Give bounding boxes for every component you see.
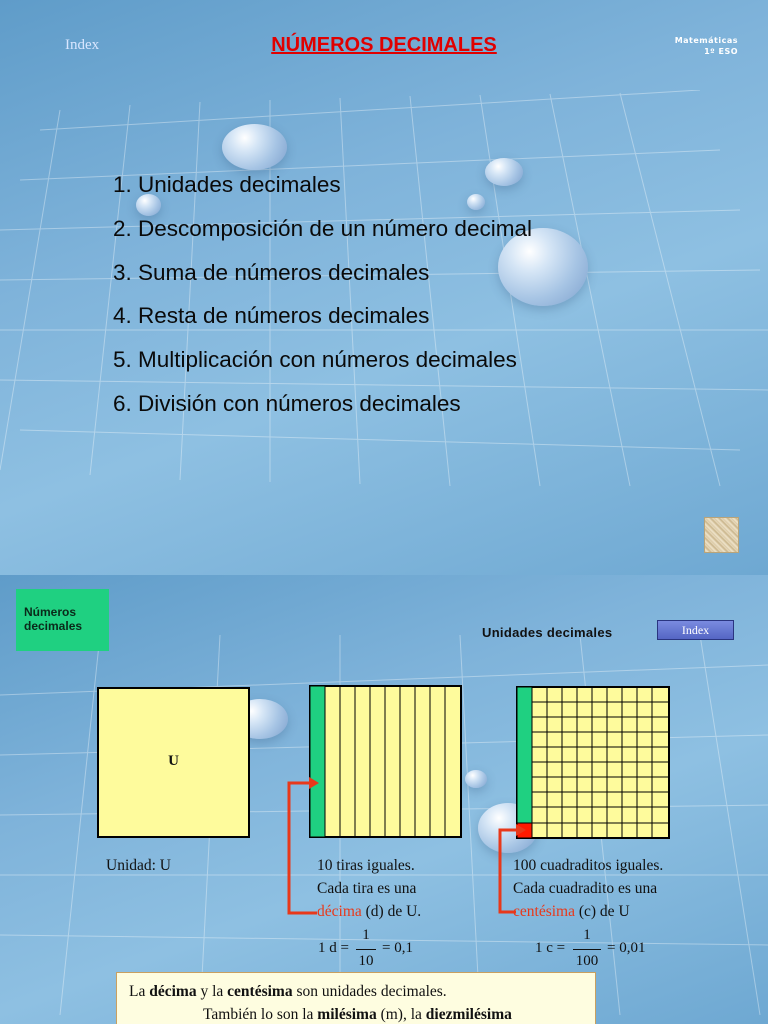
highlight-term: décima <box>317 903 362 920</box>
unit-caption: Unidad: U <box>106 857 172 874</box>
menu-item[interactable]: 3. Suma de números decimales <box>113 259 430 285</box>
section-label <box>16 589 109 651</box>
topic-menu <box>113 168 532 431</box>
caption-line: 100 cuadraditos iguales. <box>513 857 664 874</box>
formula-lhs: 1 c = <box>535 940 566 956</box>
formula-lhs: 1 d = <box>318 940 349 956</box>
definition-note <box>116 972 596 1024</box>
slide-decimal-units <box>0 575 768 1024</box>
caption-line: Cada tira es una <box>317 880 417 897</box>
tenth-formula <box>318 927 438 977</box>
index-button[interactable]: Index <box>657 620 734 640</box>
section-label-line: Números <box>24 605 77 619</box>
subject-label: Matemáticas <box>674 36 738 45</box>
formula-denominator: 100 <box>575 953 599 969</box>
caption-line: 10 tiras iguales. <box>317 857 415 874</box>
tenths-caption <box>317 854 421 923</box>
next-slide-thumbnail[interactable] <box>704 517 739 553</box>
formula-denominator: 10 <box>358 953 374 969</box>
decorative-bubble <box>465 770 487 788</box>
page-title: NÚMEROS DECIMALES <box>271 34 497 56</box>
fraction-bar <box>356 949 376 950</box>
unit-square <box>97 687 250 838</box>
menu-item[interactable]: 4. Resta de números decimales <box>113 303 430 329</box>
formula-numerator: 1 <box>362 927 370 943</box>
formula-rhs: = 0,01 <box>607 940 646 956</box>
section-label-line: decimales <box>24 619 83 633</box>
menu-item[interactable]: 1. Unidades decimales <box>113 172 341 197</box>
formula-numerator: 1 <box>583 927 591 943</box>
caption-line: Cada cuadradito es una <box>513 880 658 897</box>
grade-label: 1º ESO <box>704 47 738 56</box>
hundredths-square <box>516 686 670 839</box>
tenths-square <box>309 685 462 838</box>
caption-line: centésima (c) de U <box>513 903 630 920</box>
decorative-bubble <box>222 124 287 170</box>
formula-rhs: = 0,1 <box>382 940 413 956</box>
note-line: También lo son la milésima (m), la diezmilésima <box>203 1006 512 1023</box>
highlight-term: centésima <box>513 903 575 920</box>
subject-tag <box>675 35 738 57</box>
menu-item[interactable]: 5. Multiplicación con números decimales <box>113 347 517 373</box>
menu-item[interactable]: 2. Descomposición de un número decimal <box>113 215 532 241</box>
unit-label: U <box>168 753 179 769</box>
index-link[interactable]: Index <box>65 37 100 53</box>
hundredths-caption <box>513 854 663 923</box>
hundredth-formula <box>535 927 665 977</box>
menu-item[interactable]: 6. División con números decimales <box>113 390 461 416</box>
fraction-bar <box>573 949 601 950</box>
note-line: La décima y la centésima son unidades decimales. <box>129 983 447 1000</box>
tenth-column-highlight <box>517 687 532 823</box>
slide-subtitle: Unidades decimales <box>482 625 613 640</box>
caption-line: décima (d) de U. <box>317 903 422 920</box>
